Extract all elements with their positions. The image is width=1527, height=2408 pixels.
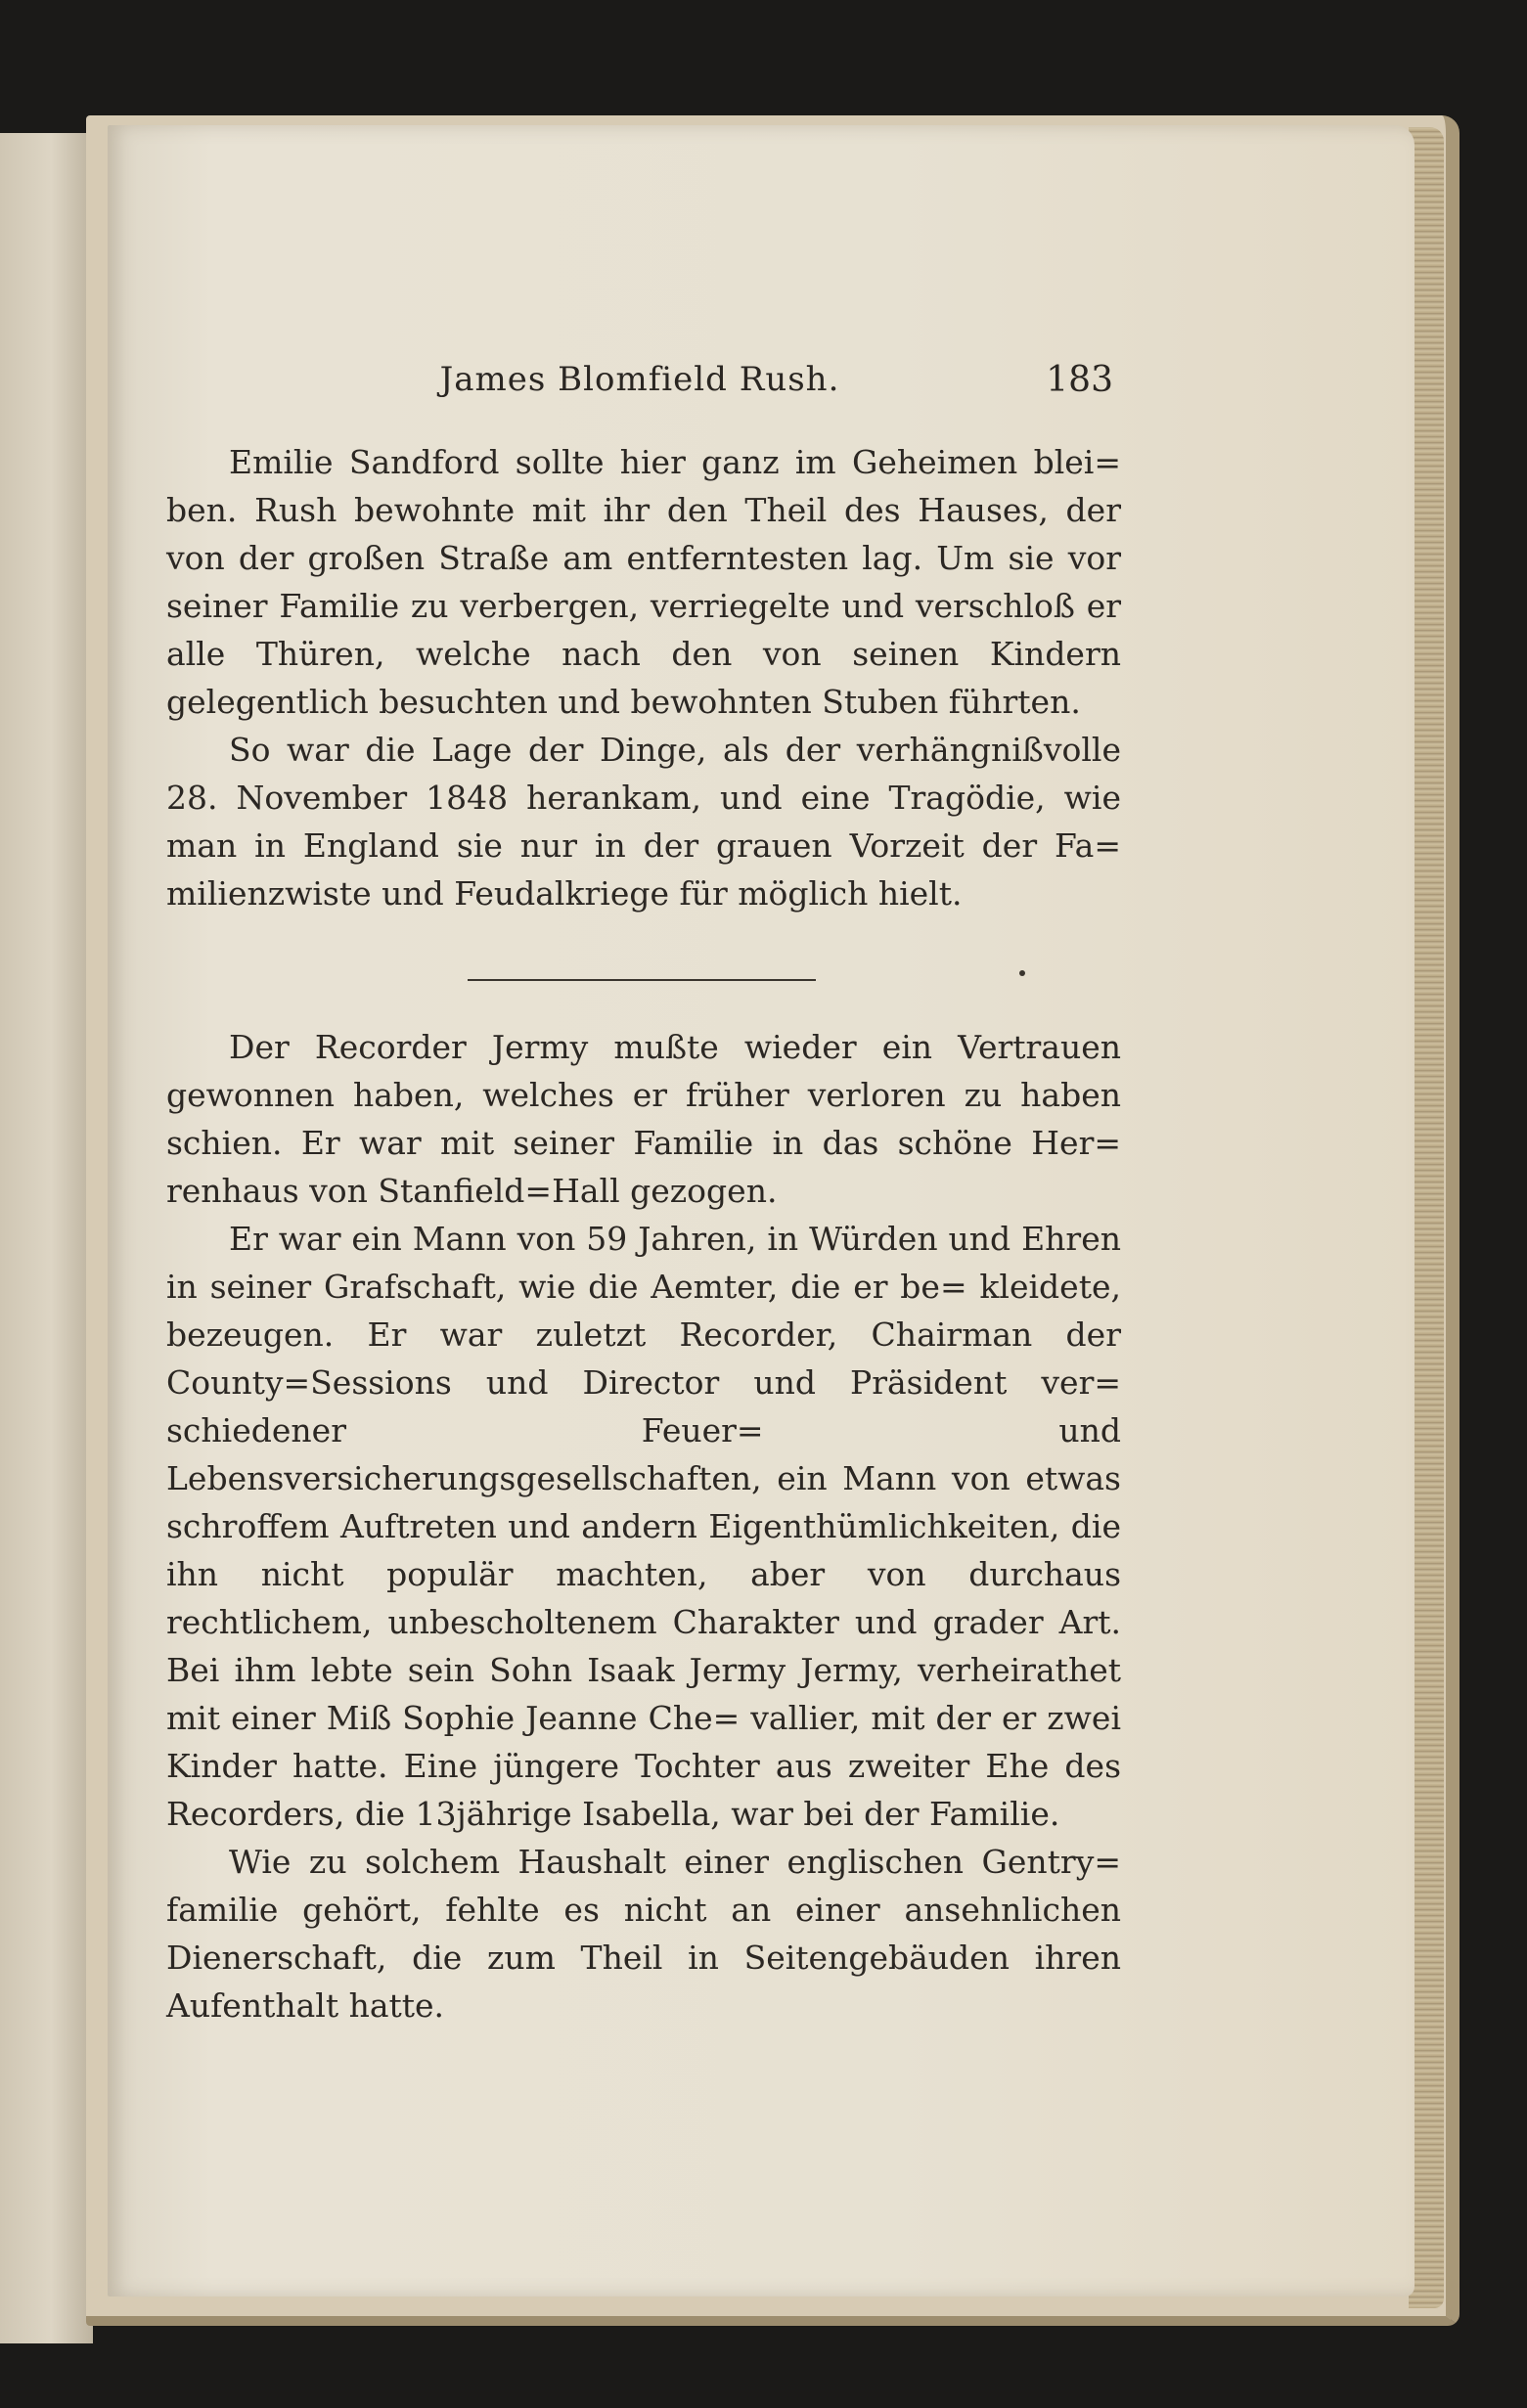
separator-dot xyxy=(1019,970,1025,976)
paragraph: Er war ein Mann von 59 Jahren, in Würden und Ehren in seiner Grafschaft, wie die Aemter, die er be= kleidete, bezeugen. Er war zuletzt Recorder, Chairman der County=Sessions und Director und Präsident ver= schiedener Feuer= und Lebensversicherungsgesellschaften, ein Mann von etwas schroffem Auftreten und andern Eigenthümlichkeiten, die ihn nicht populär machten, aber von durchaus rechtlichem, unbescholtenem Charakter und grader Art. Bei ihm lebte sein Sohn Isaak Jermy Jermy, verheirathet mit einer Miß Sophie Jeanne Che= vallier, mit der er zwei Kinder hatte. Eine jüngere Tochter aus zweiter Ehe des Recorders, die 13jährige Isabella, war bei der Familie. xyxy=(166,1220,1121,1833)
paragraph: Wie zu solchem Haushalt einer englischen Gentry= familie gehört, fehlte es nicht an einer ansehnlichen Dienerschaft, die zum Theil in Seitengebäuden ihren Aufenthalt hatte. xyxy=(166,1843,1121,2025)
paragraph: So war die Lage der Dinge, als der verhängnißvolle 28. November 1848 herankam, und eine Tragödie, wie man in England sie nur in der grauen Vorzeit der Fa= milienzwiste und Feudalkriege für möglich hielt. xyxy=(166,731,1121,913)
page-number: 183 xyxy=(1046,360,1113,400)
facing-page-edge xyxy=(0,133,93,2343)
running-title: James Blomfield Rush. xyxy=(439,360,840,399)
text-section-1 xyxy=(166,438,1121,917)
text-section-2 xyxy=(166,1023,1121,2029)
running-head xyxy=(166,360,1113,419)
section-separator-rule xyxy=(468,979,816,981)
paragraph: Emilie Sandford sollte hier ganz im Geheimen blei= ben. Rush bewohnte mit ihr den Theil des Hauses, der von der großen Straße am entferntesten lag. Um sie vor seiner Familie zu verbergen, verriegelte und verschloß er alle Thüren, welche nach den von seinen Kindern gelegentlich besuchten und bewohnten Stuben führten. xyxy=(166,443,1121,721)
paragraph: Der Recorder Jermy mußte wieder ein Vertrauen gewonnen haben, welches er früher verloren zu haben schien. Er war mit seiner Familie in das schöne Her= renhaus von Stanfield=Hall gezogen. xyxy=(166,1028,1121,1210)
